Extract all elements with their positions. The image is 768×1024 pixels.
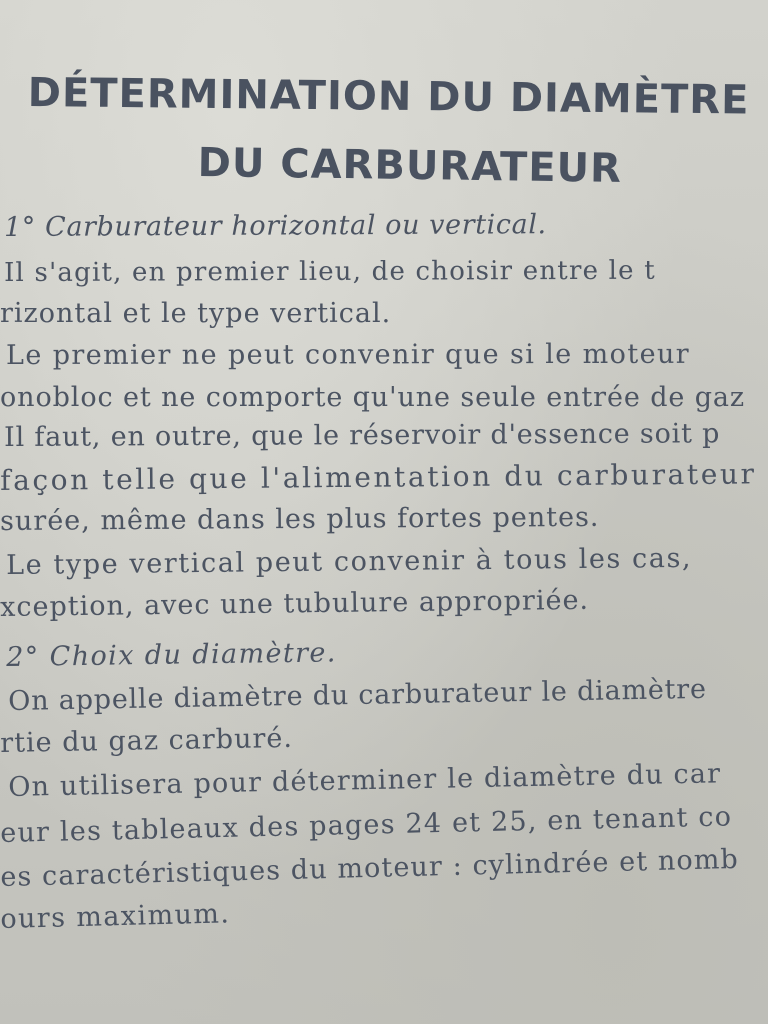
text-line: rtie du gaz carburé. [0,722,294,759]
section-heading-1: 1° Carburateur horizontal ou vertical. [4,209,547,243]
text-line: Le type vertical peut convenir à tous les cas, [6,542,693,581]
text-line: ours maximum. [0,898,231,935]
page-title-line-2: DU CARBURATEUR [197,140,623,192]
text-line: On utilisera pour déterminer le diamètre du car [8,758,722,803]
text-line: eur les tableaux des pages 24 et 25, en tenant co [0,801,733,849]
text-line: surée, même dans les plus fortes pentes. [0,501,600,537]
section-heading-2: 2° Choix du diamètre. [6,637,337,673]
page-title-line-1: DÉTERMINATION DU DIAMÈTRE [27,70,750,124]
text-line: rizontal et le type vertical. [0,298,392,329]
text-line: xception, avec une tubulure appropriée. [0,584,590,623]
text-line: façon telle que l'alimentation du carburateur [0,457,757,497]
text-line: Le premier ne peut convenir que si le moteur [6,338,691,371]
text-line: On appelle diamètre du carburateur le diamètre [8,673,708,717]
text-line: es caractéristiques du moteur : cylindrée et nomb [0,843,740,893]
text-line: Il s'agit, en premier lieu, de choisir entre le t [4,255,656,288]
text-line: onobloc et ne comporte qu'une seule entrée de gaz [0,382,746,413]
text-line: Il faut, en outre, que le réservoir d'essence soit p [4,418,721,453]
